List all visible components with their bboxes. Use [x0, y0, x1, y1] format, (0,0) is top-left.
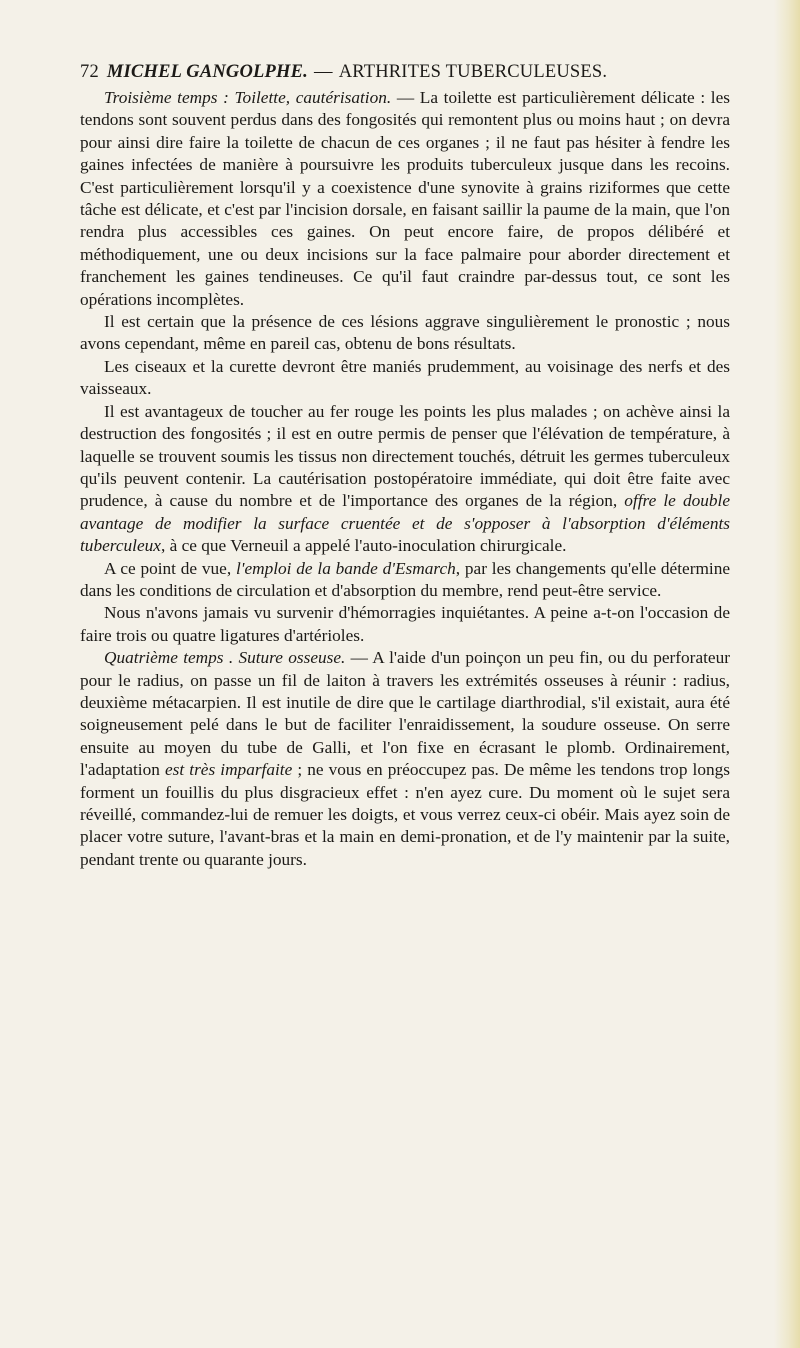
paragraph-third-stage: [80, 87, 730, 311]
header-separator: —: [314, 62, 333, 82]
paragraph-text: , à ce que Verneuil a appelé l'auto-inoculation chirurgicale.: [160, 536, 567, 556]
paragraph-hemorrhage: Nous n'avons jamais vu survenir d'hémorragies inquiétantes. A peine a-t-on l'occasion de faire trois ou quatre ligatures d'artérioles.: [80, 603, 730, 645]
emphasis-text: est très imparfaite: [164, 760, 293, 780]
section-heading-fourth-stage: Quatrième temps . Suture osseuse.: [104, 648, 346, 668]
paragraph-text: Il est avantageux de toucher au fer rouge les points les plus malades ; on achève ainsi la destruction des fongosités ; il est en outre permis de penser que l'élévation de température, à laquelle se trouvent soumis les tissus non directement touchés, détruit les germes tuberculeux qu'ils peuvent contenir. La cautérisation postopératoire immédiate, qui doit être faite avec prudence, à cause du nombre et de l'importance des organes de la région,: [80, 401, 730, 511]
paragraph-prognosis: Il est certain que la présence de ces lésions aggrave singulièrement le pronostic ; nous avons cependant, même en pareil cas, obtenu de bons résultats.: [80, 312, 730, 354]
paragraph-text: A ce point de vue,: [104, 558, 236, 578]
paragraph-fourth-stage: [80, 647, 730, 871]
paragraph-esmarch: [80, 558, 730, 603]
book-page: [80, 62, 730, 871]
page-number: 72: [80, 62, 99, 82]
body-text: [80, 87, 730, 871]
running-head: [80, 62, 730, 83]
emphasis-text: offre le double avantage de modifier la surface cruentée et de s'opposer à l'absorption d'éléments tuberculeux: [80, 491, 730, 556]
emphasis-text: l'emploi de la bande d'Esmarch: [235, 558, 456, 578]
paragraph-text: , par les changements qu'elle détermine dans les conditions de circulation et d'absorption du membre, rend peut-être service.: [80, 558, 730, 600]
paragraph-text: — A l'aide d'un poinçon un peu fin, ou du perforateur pour le radius, on passe un fil de laiton à travers les extrémités osseuses à réunir : radius, deuxième métacarpien. Il est inutile de dire que le cartilage diarthrodial, s'il existait, aura été soigneusement pelé dans le but de faciliter l'enraidissement, la soudure osseuse. On serre ensuite au moyen du tube de Galli, et l'on fixe en écrasant le plomb. Ordinairement, l'adaptation: [80, 648, 730, 780]
section-heading-third-stage: Troisième temps : Toilette, cautérisation.: [104, 88, 392, 107]
page-edge-shadow: [774, 0, 800, 1348]
paragraph-text: ; ne vous en préoccupez pas. De même les tendons trop longs forment un fouillis du plus disgracieux effet : n'en ayez cure. Du moment où le sujet sera réveillé, commandez-lui de remuer les doigts, et vous verrez ceux-ci obéir. Mais ayez soin de placer votre suture, l'avant-bras et la main en demi-pronation, et de l'y maintenir par la suite, pendant trente ou quarante jours.: [80, 760, 730, 869]
book-title: ARTHRITES TUBERCULEUSES.: [338, 62, 608, 82]
paragraph-scissors: Les ciseaux et la curette devront être maniés prudemment, au voisinage des nerfs et des vaisseaux.: [80, 356, 730, 399]
paragraph-text: — La toilette est particulièrement délicate : les tendons sont souvent perdus dans des fongosités qui remontent plus ou moins haut ; on devra pour ainsi dire faire la toilette de chacun de ces organes ; il ne faut pas hésiter à fendre les gaines infectées de manière à poursuivre les produits tuberculeux jusque dans les recoins. C'est particulièrement lorsqu'il y a coexistence d'une synovite à grains riziformes que cette tâche est délicate, et c'est par l'incision dorsale, en faisant saillir la paume de la main, que l'on rendra plus accessibles ces gaines. On peut encore faire, de propos délibéré et méthodiquement, une ou deux incisions sur la face palmaire pour aborder directement et franchement les gaines tendineuses. Ce qu'il faut craindre par-dessus tout, ce sont les opérations incomplètes.: [80, 88, 730, 309]
paragraph-cauterization: [80, 401, 730, 558]
author-name: MICHEL GANGOLPHE.: [106, 62, 308, 82]
